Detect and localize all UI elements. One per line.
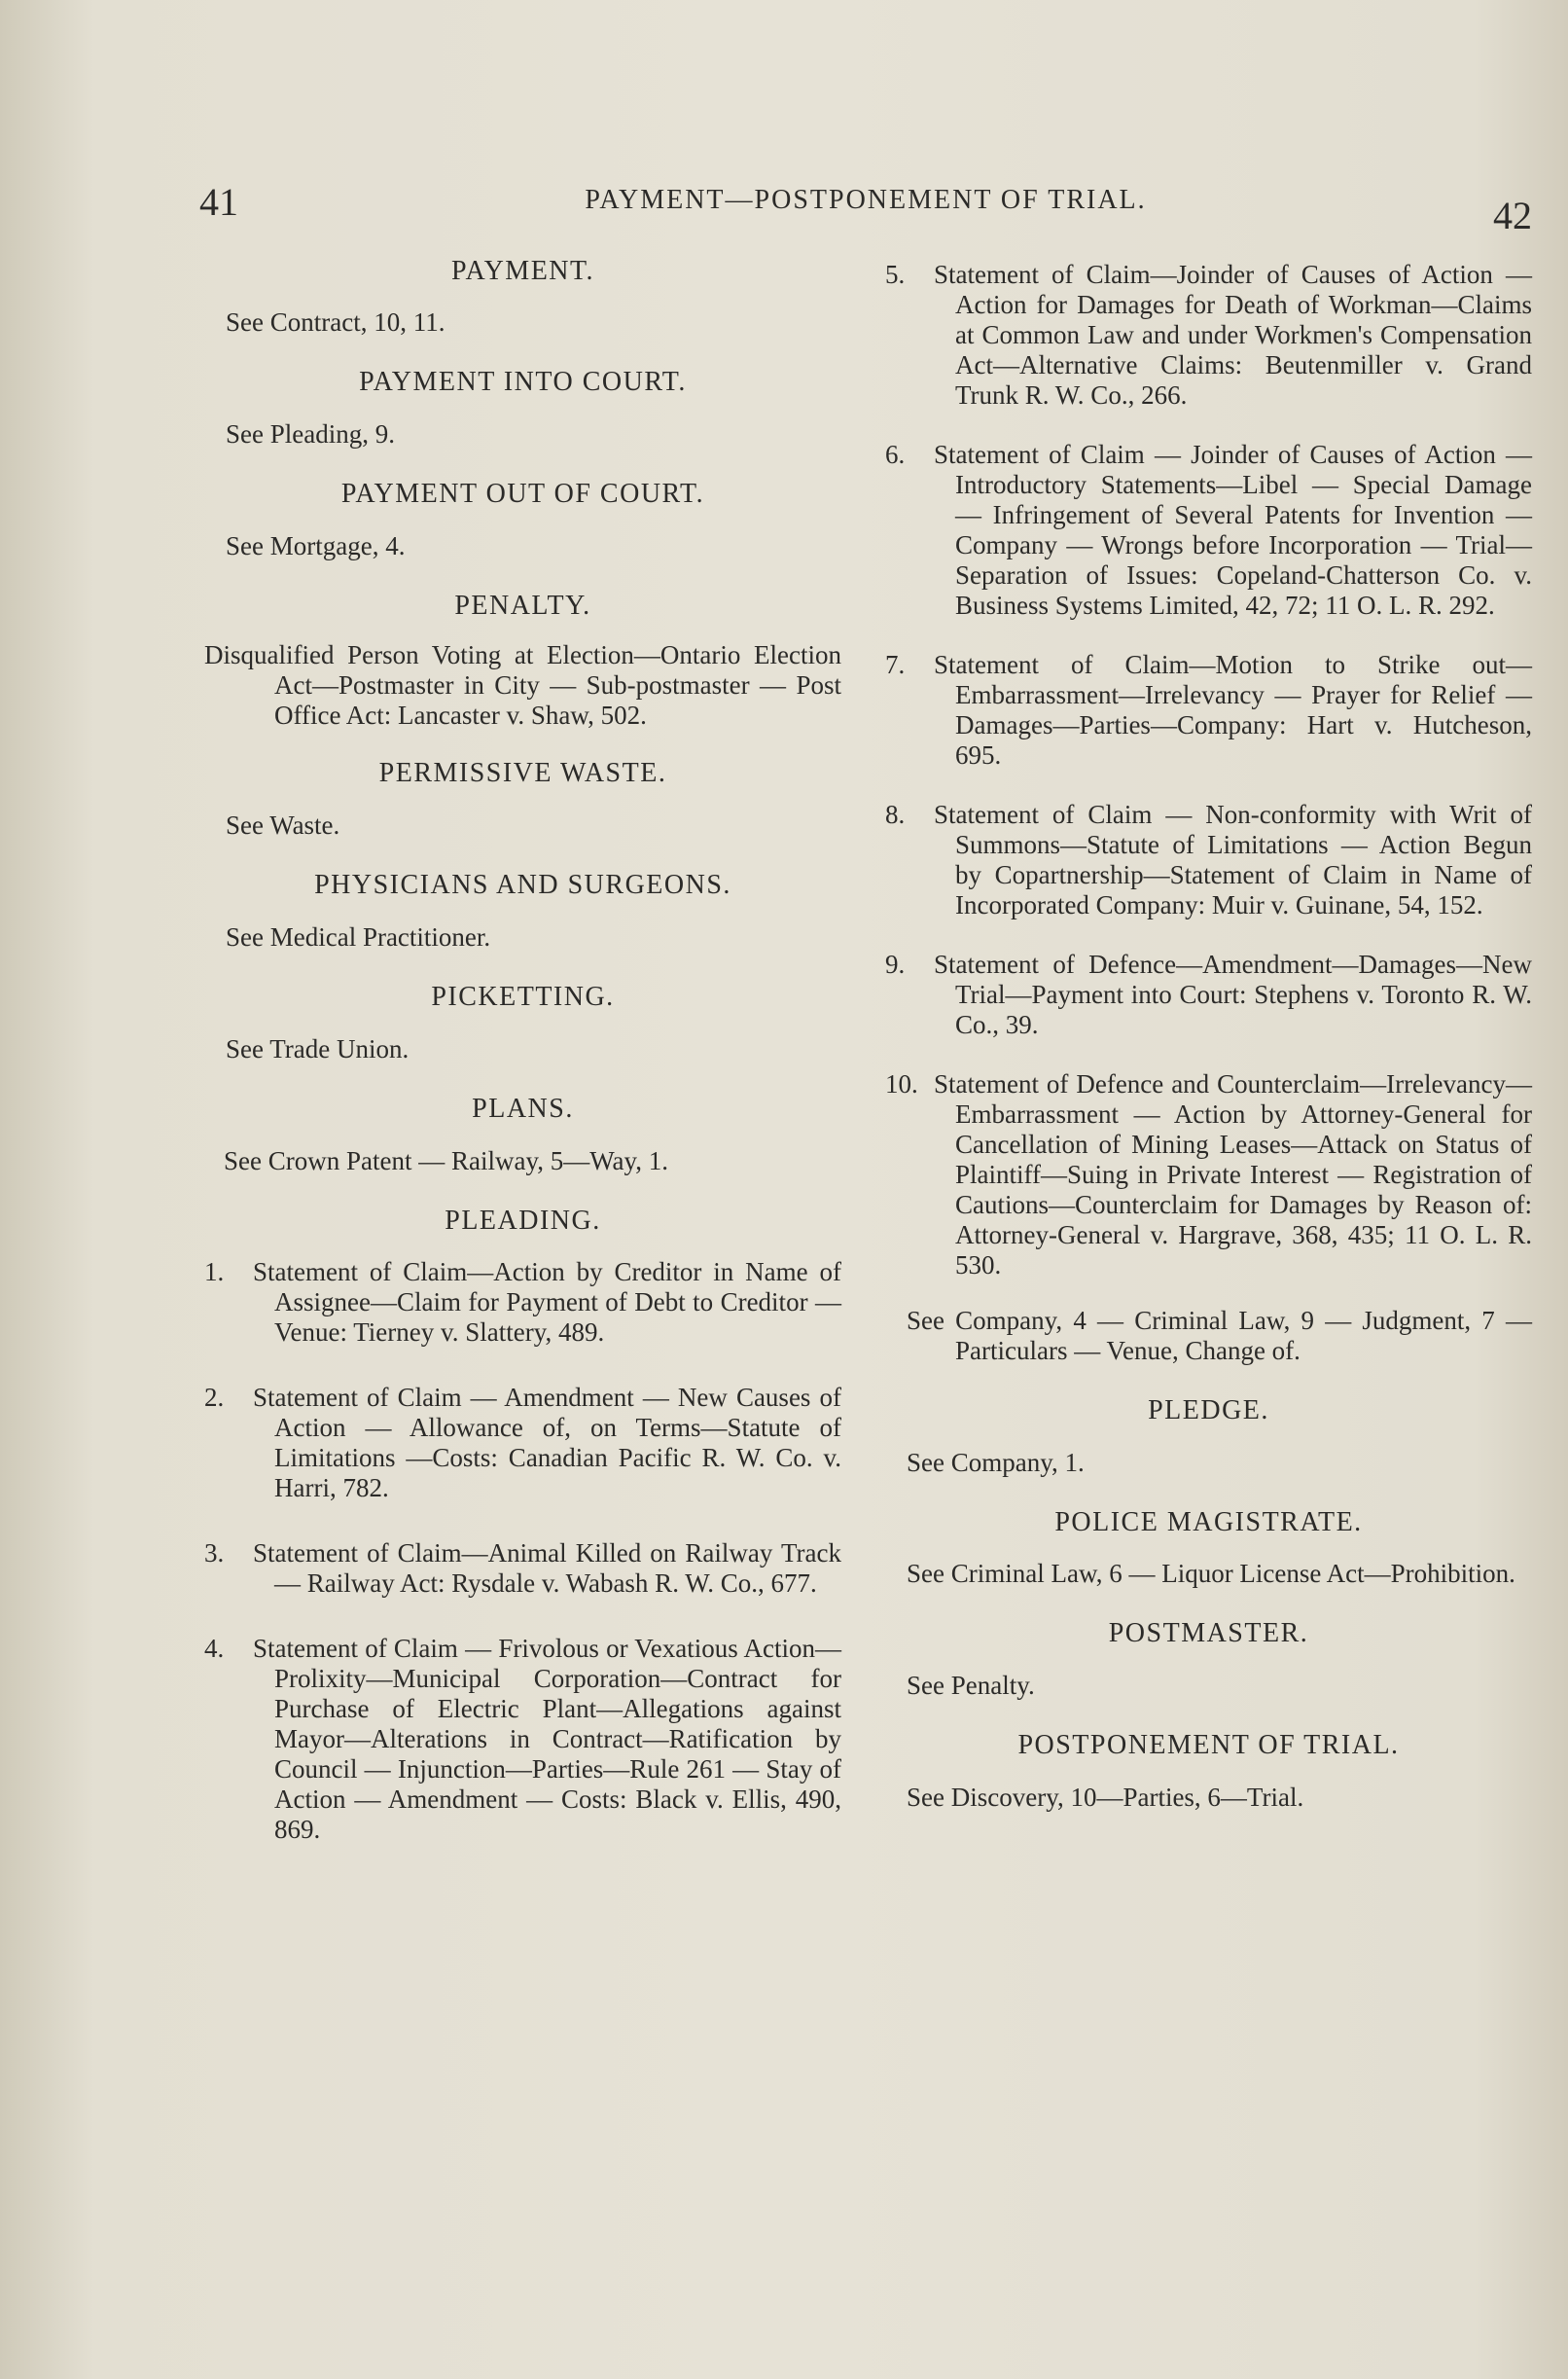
- entry-number: 5.: [885, 260, 906, 289]
- see-reference: See Trade Union.: [226, 1034, 410, 1063]
- entry-number: 8.: [885, 800, 906, 829]
- entry-number: 7.: [885, 650, 906, 679]
- entry-number: 6.: [885, 440, 906, 469]
- heading-pledge: PLEDGE.: [1148, 1395, 1269, 1425]
- heading-payment-out-of-court: PAYMENT OUT OF COURT.: [340, 479, 705, 509]
- entry-number: 10.: [885, 1069, 918, 1099]
- entry-text: Statement of Claim—Joinder of Causes of Action — Action for Damages for Death of Workman—Claims at Common Law and under Workmen's Compensation Act—Alternative Claims: Beutenmiller v. Grand Trunk R. W. Co., 266.: [934, 260, 1532, 410]
- see-reference: See Discovery, 10—Parties, 6—Trial.: [907, 1783, 1304, 1812]
- entry-text: Statement of Claim — Frivolous or Vexatious Action—Prolixity—Municipal Corporation—Contract for Purchase of Electric Plant—Allegations against Mayor—Alterations in Contract—Ratification by Council — Injunction—Parties—Rule 261 — Stay of Action — Amendment — Costs: Black v. Ellis, 490, 869.: [253, 1634, 841, 1844]
- see-reference: See Crown Patent — Railway, 5—Way, 1.: [224, 1146, 668, 1175]
- see-reference: See Contract, 10, 11.: [226, 307, 445, 337]
- entry-number: 2.: [204, 1383, 225, 1412]
- pleading-entry-10: [885, 1069, 1532, 1280]
- see-reference: See Company, 4 — Criminal Law, 9 — Judgment, 7 — Particulars — Venue, Change of.: [907, 1306, 1532, 1365]
- heading-postmaster: POSTMASTER.: [1108, 1618, 1309, 1648]
- entry-number: 3.: [204, 1538, 225, 1568]
- entry-text: Statement of Claim—Motion to Strike out—Embarrassment—Irrelevancy — Prayer for Relief — Damages—Parties—Company: Hart v. Hutcheson, 695.: [934, 650, 1532, 770]
- pleading-entry-6: [885, 440, 1532, 621]
- heading-payment: PAYMENT.: [450, 256, 595, 286]
- see-reference: See Mortgage, 4.: [226, 531, 406, 560]
- see-reference: See Pleading, 9.: [226, 419, 395, 449]
- entry-number: 4.: [204, 1634, 225, 1663]
- pleading-entry-4: [204, 1634, 841, 1845]
- entry-text: Statement of Claim — Joinder of Causes of Action — Introductory Statements—Libel — Special Damage — Infringement of Several Patents for Invention — Company — Wrongs before Incorporation — Trial—Separation of Issues: Copeland-Chatterson Co. v. Business Systems Limited, 42, 72; 11 O. L. R. 292.: [934, 440, 1532, 620]
- heading-physicians-and-surgeons: PHYSICIANS AND SURGEONS.: [314, 870, 731, 900]
- entry-text: Disqualified Person Voting at Election—Ontario Election Act—Postmaster in City — Sub-postmaster — Post Office Act: Lancaster v. Shaw, 502.: [204, 640, 841, 730]
- pleading-entry-9: [885, 950, 1532, 1040]
- pleading-entry-2: [204, 1383, 841, 1503]
- see-reference: See Medical Practitioner.: [226, 922, 491, 952]
- pleading-entry-3: [204, 1538, 841, 1599]
- running-head-title: PAYMENT—POSTPONEMENT OF TRIAL.: [585, 185, 1147, 215]
- entry-text: Statement of Defence and Counterclaim—Irrelevancy—Embarrassment — Action by Attorney-General for Cancellation of Mining Leases—Attack on Status of Plaintiff—Suing in Private Interest — Registration of Cautions—Counterclaim for Damages by Reason of: Attorney-General v. Hargrave, 368, 435; 11 O. L. R. 530.: [934, 1069, 1532, 1280]
- entry-text: Statement of Claim—Animal Killed on Railway Track — Railway Act: Rysdale v. Wabash R. W. Co., 677.: [253, 1538, 841, 1598]
- heading-postponement-of-trial: POSTPONEMENT OF TRIAL.: [1017, 1730, 1400, 1760]
- pleading-entry-7: [885, 650, 1532, 771]
- entry-text: Statement of Defence—Amendment—Damages—New Trial—Payment into Court: Stephens v. Toronto R. W. Co., 39.: [934, 950, 1532, 1039]
- heading-pleading: PLEADING.: [445, 1206, 601, 1236]
- right-column: [885, 248, 1532, 1813]
- entry-number: 1.: [204, 1257, 225, 1286]
- pleading-entry-1: [204, 1257, 841, 1348]
- see-reference: See Waste.: [226, 811, 340, 840]
- see-reference: See Company, 1.: [907, 1448, 1085, 1477]
- heading-payment-into-court: PAYMENT INTO COURT.: [359, 367, 687, 397]
- see-reference: See Penalty.: [907, 1671, 1035, 1700]
- entry-text: Statement of Claim—Action by Creditor in Name of Assignee—Claim for Payment of Debt to Creditor — Venue: Tierney v. Slattery, 489.: [253, 1257, 841, 1347]
- entry-text: Statement of Claim — Non-conformity with Writ of Summons—Statute of Limitations — Action Begun by Copartnership—Statement of Claim in Name of Incorporated Company: Muir v. Guinane, 54, 152.: [934, 800, 1532, 919]
- heading-police-magistrate: POLICE MAGISTRATE.: [1054, 1507, 1363, 1537]
- left-column: [204, 248, 841, 1845]
- heading-permissive-waste: PERMISSIVE WASTE.: [378, 758, 667, 788]
- heading-penalty: PENALTY.: [454, 591, 591, 621]
- heading-picketting: PICKETTING.: [431, 982, 615, 1012]
- heading-plans: PLANS.: [472, 1094, 574, 1124]
- pleading-entry-8: [885, 800, 1532, 920]
- running-head: [199, 173, 1532, 237]
- page-number-right: 42: [1493, 194, 1532, 237]
- entry-text: Statement of Claim — Amendment — New Causes of Action — Allowance of, on Terms—Statute of Limitations —Costs: Canadian Pacific R. W. Co. v. Harri, 782.: [253, 1383, 841, 1502]
- pleading-entry-5: [885, 260, 1532, 411]
- see-reference: See Criminal Law, 6 — Liquor License Act—Prohibition.: [907, 1559, 1515, 1588]
- page-number-left: 41: [199, 180, 238, 224]
- entry-number: 9.: [885, 950, 906, 979]
